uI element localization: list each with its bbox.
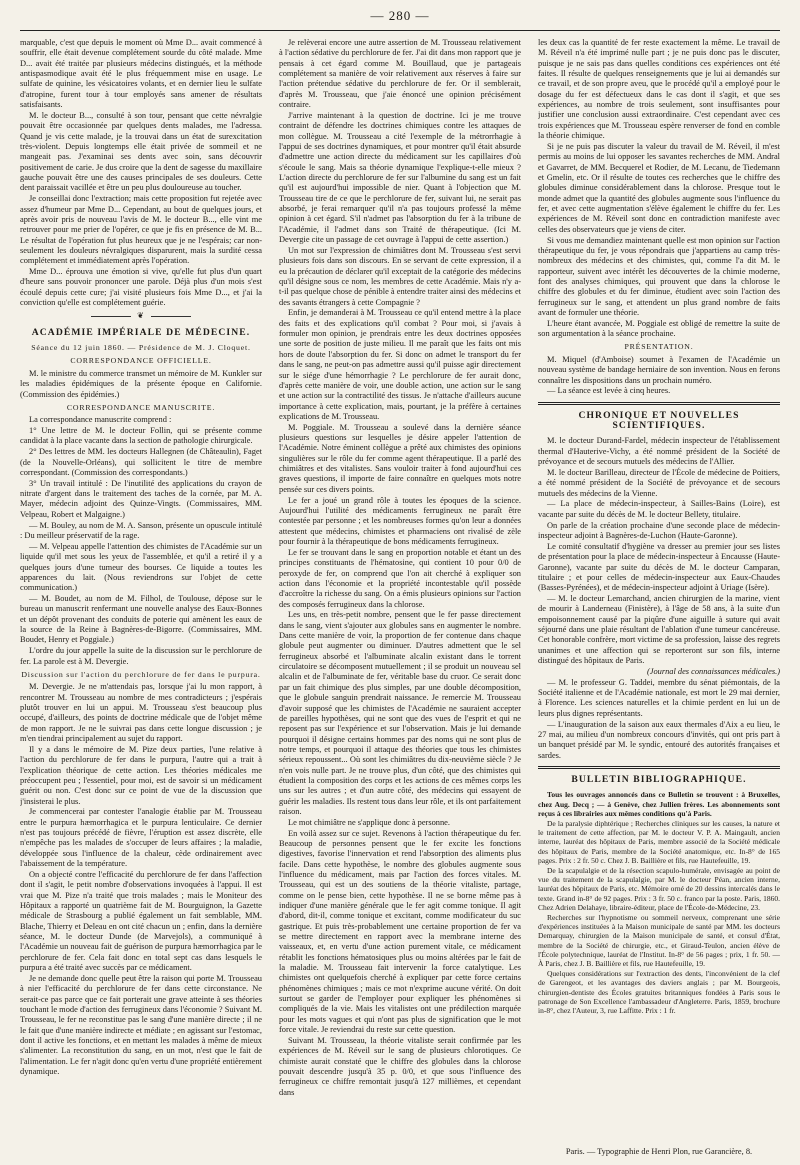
column-left [20,38,262,1148]
paragraph: 2° Des lettres de MM. les docteurs Hallegnen (de Châteaulin), Faget (de la Nouvelle-Orléans), qui sollicitent le titre de membre correspondant. (Commission des correspondants.) [20,447,262,477]
paragraph: M. Miquel (d'Amboise) soumet à l'examen de l'Académie un nouveau système de bandage herniaire de son invention. Nous en ferons connaître les dispositions dans un prochain numéro. [538,354,780,385]
paragraph: Je relèverai encore une autre assertion de M. Trousseau relativement à l'action sédative du perchlorure de fer. J'ai dit dans mon rapport que je pensais à cet égard comme M. Bouillaud, que je partageais complétement sa manière de voir relativement aux réserves à faire sur l'action prétendue sédative du perchlorure de fer. Or il semblerait, d'après M. Trousseau, que j'aie énoncé une opinion précisément contraire. [279,38,521,110]
paragraph: Les uns, en très-petit nombre, pensent que le fer passe directement dans le sang, vient s'ajouter aux globules sans en augmenter le nombre. Dans cette manière de voir, la proportion de fer contenue dans chaque globule peut augmenter ou diminuer. D'autres admettent que le sel ferrugineux absorbé et l'albuminate alcalin existant dans le torrent circulatoire se décomposent mutuellement ; il se produit un nouveau sel alcalin et de l'albuminate de fer, véritable base du cruor. Ce serait donc par un fait chimique des plus simples, par une double décomposition, que le globule sanguin prendrait naissance. Je remercie M. Trousseau d'avoir supposé que les chimistes de l'Académie ne sauraient accepter de pareilles hypothèses, qui ne sont que des vues de l'esprit et qui ne reposent pas sur l'expérience et sur l'observation. Mais je lui demande pourquoi il désigne certains hommes par des noms qui ne sont plus de notre temps, et pourquoi il attaque des théories que tous les chimistes sérieux repoussent... Où sont les chimiâtres du dix-neuvième siècle ? Je n'en vois nulle part. Je ne trouve plus, d'un côté, que des chimistes qui étudient la composition des corps et les actions de ces mêmes corps les uns sur les autres ; et d'un autre côté, des médecins qui essayent de guérir les maladies. Ils restent tous dans leur rôle, et ils ont parfaitement raison. [279,610,521,816]
paragraph: — L'inauguration de la saison aux eaux thermales d'Aix a eu lieu, le 27 mai, au milieu d'un nombreux concours d'invités, qui ont pris part à un banquet présidé par M. le syndic, entouré des autorités françaises et sardes. [538,719,780,760]
paragraph: Le fer a joué un grand rôle à toutes les époques de la science. Aujourd'hui l'utilité des médicaments ferrugineux ne paraît être contestée par personne ; et les nombreuses formes qu'on leur a données attestent que médecins, chimistes et pharmaciens ont rivalisé de zèle pour fournir à la thérapeutique de bons médicaments ferrugineux. [279,495,521,546]
paragraph: En voilà assez sur ce sujet. Revenons à l'action thérapeutique du fer. Beaucoup de personnes pensent que le fer excite les fonctions digestives, favorise l'innervation et rend l'absorption des aliments plus facile. Dans cette hypothèse, le nombre des globules augmente sous l'influence du médicament, mais par l'action des forces vitales. M. Trousseau, qui est un des soutiens de la théorie vitaliste, partage, comme on le pense bien, cette hypothèse. Il ne se borne même pas à indiquer d'une manière générale que le fer agit comme tonique. Il agit d'abord, dit-il, comme tonique et excitant, comme modificateur du suc gastrique. Et puis très-probablement une certaine proportion de fer va se mettre directement en rapport avec la membrane interne des vaisseaux, et, en vertu d'une action purement vitale, ce médicament rétablit les fonctions hématosiques plus ou moins altérées par le fait de la maladie. M. Trousseau fait intervenir la force catalytique. Les chimistes ont quelquefois cherché à expliquer par cette force certains phénomènes chimiques ; mais ce mot n'exprime aucune vérité. On doit surtout se garder de l'employer pour expliquer les phénomènes si compliqués de la vie. Mais les vitalistes ont une prédilection marquée pour les mots vagues et qui n'ont pas plus de signification que le mot force vitale. Je reviendrai du reste sur cette question. [279,828,521,1035]
paragraph: Je commencerai par contester l'analogie établie par M. Trousseau entre le purpura hæmorrhagica et le purpura lenticulaire. Ce dernier n'est pas toujours précédé de fièvre, l'éruption est assez discrète, elle n'empêche pas les malades de s'occuper de leurs affaires ; la maladie, développée sous l'influence de la chaleur, cède ordinairement avec l'abaissement de la température. [20,807,262,869]
subsection-title: CORRESPONDANCE OFFICIELLE. [70,356,212,366]
paragraph: M. Poggiale. M. Trousseau a soulevé dans la dernière séance plusieurs questions sur lesquelles je désire appeler l'attention de l'Académie. Notre éminent collègue a prêté aux chimistes des opinions singulières sur le rôle du fer comme agent thérapeutique. Il a parlé des chimiâtres et des vitalistes. Sans vouloir traiter à fond aujourd'hui ces graves questions, il importe de faire connaître en quelques mots notre pensée sur ces divers points. [279,422,521,494]
bulletin-intro: Tous les ouvrages annoncés dans ce Bulletin se trouvent : à Bruxelles, chez Aug. Decq ; — à Genève, chez Jullien frères. Les abonnements sont reçus à ces librairies aux mêmes conditions qu'à Paris. [538,790,780,818]
section-divider [538,402,780,405]
paragraph: M. le docteur Durand-Fardel, médecin inspecteur de l'établissement thermal d'Hauterive-Vichy, a été nommé président de la Société de prévoyance et de secours mutuels des médecins de l'Allier. [538,436,780,467]
paragraph: — La place de médecin-inspecteur, à Sailles-Bains (Loire), est vacante par suite du décès de M. le docteur Bellety, titulaire. [538,499,780,519]
bibliography-entry: De la paralysie diphtérique ; Recherches cliniques sur les causes, la nature et le traitement de cette affection, par M. le docteur V. P. A. Maingault, ancien interne, lauréat des hôpitaux de Paris, membre associé de la Société médicale des hôpitaux de Paris, membre de la Société anatomique, etc. In-8° de 165 pages. Prix : 2 fr. 50 c. Chez J. B. Baillière et fils, rue Hautefeuille, 19. [538,818,780,865]
bibliography-entry: De la scapulalgie et de la résection scapulo-humérale, envisagée au point de vue du traitement de la scapulalgie, par M. le docteur Péan, ancien interne, lauréat des hôpitaux de Paris, etc. Mémoire orné de 20 dessins intercalés dans le texte. Grand in-8° de 92 pages. Prix : 3 fr. 50 c. franco par la poste. Paris, 1860. Chez Adrien Delahaye, libraire-éditeur, place de l'École-de-Médecine, 23. [538,865,780,912]
section-title-chronicle: CHRONIQUE ET NOUVELLES SCIENTIFIQUES. [578,409,740,432]
paragraph: Le mot chimiâtre ne s'applique donc à personne. [288,817,450,827]
column-right [538,38,780,1148]
paragraph: Je ne demande donc quelle peut être la raison qui porte M. Trousseau à nier l'efficacité du perchlorure de fer dans cette circonstance. Ne serait-ce pas parce que ce fait porterait une grave atteinte à ses théories touchant le mode d'action des ferrugineux dans l'économie ? Suivant M. Trousseau, le fer ne reconstitue pas le sang d'une manière directe ; il ne le fait que d'une manière indirecte et médiate ; en agissant sur l'estomac, dont il active les fonctions, et en mettant les malades à même de mieux s'alimenter. La reconstitution du sang, en un mot, n'est que le fait de l'alimentation. Le fer n'agit donc qu'en vertu d'une propriété entièrement dynamique. [20,973,262,1076]
paragraph: 3° Un travail intitulé : De l'inutilité des applications du crayon de nitrate d'argent dans le traitement des taches de la cornée, par M. A. Mayer, médecin adjoint des Quinze-Vingts. (Commissaires, MM. Velpeau, Robert et Malgaigne.) [20,478,262,519]
section-divider: ❦ [20,311,262,321]
subsection-title: Discussion sur l'action du perchlorure de fer dans le purpura. [21,669,261,679]
paragraph: Mme D... éprouva une émotion si vive, qu'elle fut plus d'un quart d'heure sans pouvoir prononcer une parole. Déjà plus d'un mois s'est écoulé depuis cette cure; j'ai visité plusieurs fois Mme D..., et j'ai la conviction qu'elle est complétement guérie. [20,267,262,308]
header-rule [20,30,780,31]
paragraph: Enfin, je demanderai à M. Trousseau ce qu'il entend mettre à la place des faits et des explications qu'il combat ? Pour moi, si j'avais à formuler mon opinion, je prendrais entre les deux doctrines opposées une sorte de position de juste milieu. Il me paraît que les faits ont mis hors de doute l'absorption du fer. Si donc on admet le transport du fer dans le sang, ne peut-on pas admettre aussi qu'il puisse agir directement sur le siége d'une hémorrhagie ? Le perchlorure de fer aurait donc, d'après cette manière de voir, une double action, une action sur le sang et une action sur la contractilité des tissus. Je n'attache d'ailleurs aucune importance à cette explication, mais, pourtant, je la préfère à certaines explications de M. Trousseau. [279,308,521,421]
paragraph: L'ordre du jour appelle la suite de la discussion sur le perchlorure de fer. La parole est à M. Devergie. [20,646,262,666]
paragraph: Si je ne puis pas discuter la valeur du travail de M. Réveil, il m'est permis au moins de lui opposer les savantes recherches de MM. Andral et Gavarret, de MM. Becquerel et Rodier, de M. Lecanu, de Tiedemann et Gmelin, etc. Or il résulte de toutes ces recherches que le chiffre des globules diminue considérablement dans la chlorose. Presque tout le monde admet que la quantité des globules augmente sous l'influence du fer, et avec cette augmentation s'élève également le chiffre du fer. Les expériences de M. Réveil sont donc en contradiction manifeste avec celles des observateurs que je viens de citer. [538,141,780,234]
paragraph: — M. Boudet, au nom de M. Filhol, de Toulouse, dépose sur le bureau un manuscrit renfermant une nouvelle analyse des Eaux-Bonnes et un dépôt provenant des conduits de poterie qui amènent les eaux de la source de la Reine à Bagnères-de-Bigorre. (Commissaires, MM. Boudet, Henry et Poggiale.) [20,594,262,645]
paragraph: Le comité consultatif d'hygiène va dresser au premier jour ses listes de présentation pour la place de médecin-inspecteur à Encausse (Haute-Garonne), vacante par suite du décès de M. le docteur Camparan, titulaire ; et pour celles de médecin-inspecteur aux Eaux-Chaudes (Basses-Pyrénées), et de médecin-inspecteur adjoint à Uriage (Isère). [538,541,780,593]
paragraph: On parle de la création prochaine d'une seconde place de médecin-inspecteur adjoint à Bagnères-de-Luchon (Haute-Garonne). [538,520,780,540]
section-title-academy: ACADÉMIE IMPÉRIALE DE MÉDECINE. [31,326,251,338]
paragraph: Si vous me demandiez maintenant quelle est mon opinion sur l'action thérapeutique du fer, je vous répondrais que j'appartiens au camp très-nombreux des médecins et des chimistes, qui, comme l'a dit M. le rapporteur, suivent avec intérêt les découvertes de la chimie moderne, font des analyses chimiques, qui prouvent que dans la chlorose le chiffre des globules et du fer diminue, étudient avec soin l'action des ferrugineux sur le sang, et attendent un plus grand nombre de faits avant de formuler une théorie. [538,235,780,317]
page-number: — 280 — [370,8,430,23]
paragraph: Un mot sur l'expression de chimiâtres dont M. Trousseau s'est servi plusieurs fois dans son discours. En se servant de cette expression, il a eu la précaution de déclarer qu'il exceptait de la catégorie des médecins qu'il désigne sous ce nom, les membres de cette Académie. Mais n'y a-t-il pas quelque chose de pénible à entendre traiter ainsi des médecins et des savants étrangers à cette Compagnie ? [279,245,521,307]
paragraph: M. Devergie. Je ne m'attendais pas, lorsque j'ai lu mon rapport, à rencontrer M. Trousseau au nombre de mes contradicteurs ; j'espérais plutôt trouver en lui un appui. M. Trousseau s'est beaucoup plus occupé, d'ailleurs, des points de doctrine médicale que de l'objet même de mon rapport. Je ne le suivrai pas dans cette longue discussion ; je m'en tiendrai principalement au sujet du rapport. [20,682,262,743]
bibliography-entry: Recherches sur l'hypnotisme ou sommeil nerveux, comprenant une série d'expériences instituées à la Maison municipale de santé par MM. les docteurs Demarquay, chirurgien de la Maison municipale de santé, et consul d'État, membre de la Société de chirurgie, etc., et Giraud-Teulon, ancien élève de l'École polytechnique, lauréat de l'Institut. In-8° de 56 pages ; prix, 1 fr. 50. — À Paris, chez J. B. Baillière et fils, rue Hautefeuille, 19. [538,912,780,969]
paragraph: les deux cas la quantité de fer reste exactement la même. Le travail de M. Réveil n'a été imprimé nulle part ; je ne puis donc pas le discuter, puisque je ne sais pas dans quelles conditions ces expériences ont été faites. Il résulte de quelques renseignements que je lui ai demandés sur ce travail, et de son propre aveu, que le procédé qu'il a employé pour le dosage du fer est défectueux dans le cas dont il s'agit, et que ses expériences, au nombre de trois seulement, sont insuffisantes pour justifier une conclusion aussi extraordinaire. C'est cependant avec ces trois expériences que M. Trousseau espère renverser de fond en comble la théorie chimique. [538,38,780,141]
column-middle [279,38,521,1148]
paragraph: J'arrive maintenant à la question de doctrine. Ici je me trouve contraint de défendre les doctrines chimiques contre les attaques de mon collègue. M. Trousseau a cité l'exemple de la métrorrhagie à l'appui de ses doctrines dynamiques, et pour montrer qu'il était absurde d'admettre une action directe du médicament sur les capillaires d'où s'écoule le sang. Mais sa théorie dynamique l'explique-t-elle mieux ? L'action directe du perchlorure de fer sur l'albumine du sang est un fait qu'il est aujourd'hui impossible de nier. Quant à l'objection que M. Trousseau tire de ce que le perchlorure de fer, suivant lui, ne serait pas absorbé, je ferai remarquer qu'il n'a pas toujours professé la même opinion à cet égard. S'il n'admet pas l'absorption du fer à la tribune de l'Académie, il l'admet dans son Traité de thérapeutique. (Ici M. Devergie cite un passage de cet ouvrage à l'appui de cette assertion.) [279,110,521,245]
paragraph: Il y a dans le mémoire de M. Pize deux parties, l'une relative à l'action du perchlorure de fer dans le purpura, l'autre qui a trait à l'explication théorique de cette action. Les théories médicales me préoccupent peu ; l'essentiel, pour moi, est de savoir si un médicament guérit ou non. C'est donc sur ce point de vue de la discussion que j'insisterai le plus. [20,744,262,806]
printer-imprint: Paris. — Typographie de Henri Plon, rue Garancière, 8. [565,1147,753,1156]
bibliography-entry: Quelques considérations sur l'extraction des dents, l'inconvénient de la clef de Garengeot, et les avantages des daviers anglais ; par M. Bourgeois, chirurgien-dentiste des Écoles gratuites britanniques fondées à Paris sous le patronage de Son Excellence l'ambassadeur d'Angleterre. Paris, 1859, brochure in-8°, chez l'Auteur, 3, rue Laffitte. Prix : 1 fr. [538,969,780,1016]
paragraph: 1° Une lettre de M. le docteur Follin, qui se présente comme candidat à la place vacante dans la section de pathologie chirurgicale. [20,426,262,446]
session-line: Séance du 12 juin 1860. — Présidence de M. J. Cloquet. [31,343,251,353]
section-title-bulletin: BULLETIN BIBLIOGRAPHIQUE. [571,774,747,786]
paragraph: Le fer se trouvant dans le sang en proportion notable et étant un des principes constituants de l'hématosine, qui contient 10 pour 0/0 de peroxyde de fer, on comprend que l'on ait cherché à expliquer son action dans l'économie et la propriété incontestable qu'il possède d'accroître la richesse du sang. On a émis plusieurs opinions sur l'action des composés ferrugineux dans la chlorose. [279,547,521,609]
paragraph: — M. Velpeau appelle l'attention des chimistes de l'Académie sur un liquide qu'il met sous les yeux de l'assemblée, et qu'il a retiré il y a quelques jours d'une tumeur des bourses. Ce liquide a toutes les apparences du lait. (Nous reviendrons sur l'objet de cette communication.) [20,541,262,593]
paragraph: — M. le docteur Lemarchand, ancien chirurgien de la marine, vient de mourir à Landerneau (Finistère), à l'âge de 58 ans, à la suite d'un empoisonnement causé par la piqûre d'une aiguille à suture qui avait séjourné dans une plaie résultant de l'ablation d'une tumeur cancéreuse. Cet honorable confrère, mort victime de sa profession, laisse des regrets unanimes et une affection qui se reporteront sur son fils, interne distingué des hôpitaux de Paris. [538,594,780,666]
paragraph: Je conseillai donc l'extraction; mais cette proposition fut rejetée avec assez d'humeur par Mme D... Cependant, au bout de quelques jours, et après avoir pris de nouveau l'avis de M. le docteur B..., elle vint me retrouver pour me prier de l'opérer, ce que je fis en présence de M. B... Le résultat de l'opération fut plus heureux que je ne l'espérais; car non-seulement les douleurs névralgiques disparurent, mais la surdité cessa complétement et immédiatement après l'opération. [20,194,262,266]
paragraph: On a objecté contre l'efficacité du perchlorure de fer dans l'affection dont il s'agit, le petit nombre d'observations invoquées à l'appui. Il est vrai que M. Pize n'a traité que trois malades ; mais le Moniteur des Hôpitaux a rapporté un quatrième fait de M. Bourguignon, la Gazette médicale de Strasbourg a publié également un fait semblable, MM. Blache, Thierry et Deleau en ont cité chacun un ; enfin, dans la dernière séance, M. le docteur Dunde (de Marvejols), a communiqué à l'Académie un nouveau fait de guérison de purpura hæmorrhagica par le perchlorure de fer. Cela fait donc en total sept cas dans lesquels le purpura a été traité avec succès par ce médicament. [20,869,262,973]
subsection-title: PRÉSENTATION. [624,342,694,352]
paragraph: — M. Bouley, au nom de M. A. Sanson, présente un opuscule intitulé : Du meilleur préservatif de la rage. [20,520,262,540]
section-divider [538,766,780,769]
paragraph: La correspondance manuscrite comprend : [29,415,172,425]
paragraph: — La séance est levée à cinq heures. [547,386,671,396]
paragraph: Suivant M. Trousseau, la théorie vitaliste serait confirmée par les expériences de M. Réveil sur le sang de plusieurs chlorotiques. Ce chimiste aurait constaté que le chiffre des globules dans la chlorose pouvait descendre jusqu'à 35 p. 0/0, et que sous l'influence des ferrugineux ce chiffre remontait jusqu'à 127 millièmes, et cependant dans [279,1036,521,1097]
paragraph: M. le ministre du commerce transmet un mémoire de M. Kunkler sur les maladies épidémiques de la présente époque en Californie. (Commission des épidémies.) [20,368,262,399]
paragraph: L'heure étant avancée, M. Poggiale est obligé de remettre la suite de son argumentation à la séance prochaine. [538,318,780,339]
paragraph: — M. le professeur G. Taddei, membre du sénat piémontais, de la Société italienne et de l'Académie nationale, est mort le 29 mai dernier, à Florence. Les sciences naturelles et la chimie perdent en lui un de leurs plus dignes représentants. [538,677,780,718]
paragraph: M. le docteur Barilleau, directeur de l'École de médecine de Poitiers, a été nommé président de la Société de prévoyance et de secours mutuels des médecins de la Vienne. [538,467,780,498]
paragraph: marquable, c'est que depuis le moment où Mme D... avait commencé à souffrir, elle était devenue complétement sourde du côté malade. Mme D... avait été traitée par plusieurs médecins distingués, et la méthode antispasmodique avait été le plus fréquemment mise en usage. Le sulfate de quinine, les vésicatoires volants, et en dernier lieu le sulfate d'atropine, furent tour à tour employés sans amener de résultats satisfaisants. [20,38,262,110]
subsection-title: CORRESPONDANCE MANUSCRITE. [66,402,216,412]
paragraph: M. le docteur B..., consulté à son tour, pensant que cette névralgie pouvait être occasionnée par quelques dents malades, me l'adressa. Quand je vis cette malade, je la trouvai dans un état de surexcitation très-violent. Depuis longtemps elle était privée de sommeil et ne mangeait pas. J'examinai ses dents avec soin, sans découvrir positivement de carie. Je dus croire que la dent de sagesse du maxillaire gauche pouvait être une des causes principales de ses douleurs. Cette dent paraissait vacillée et être un peu plus douloureuse au toucher. [20,110,262,193]
source-citation: (Journal des connaissances médicales.) [646,666,780,676]
